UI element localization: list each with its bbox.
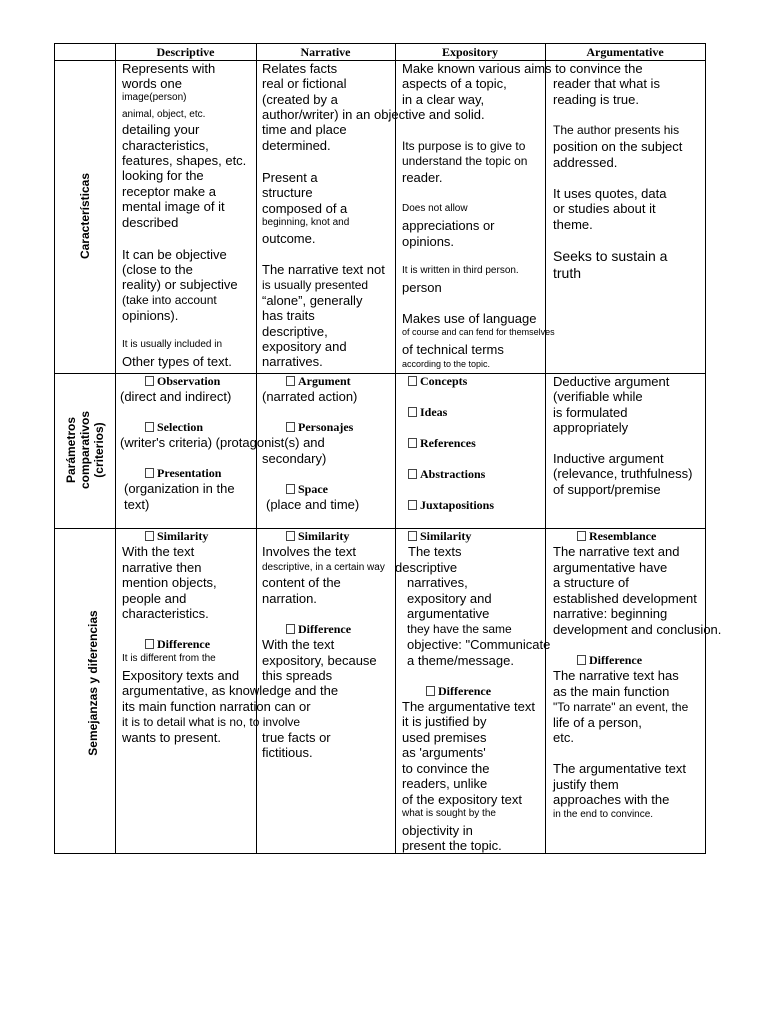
text-line: secondary) <box>262 451 327 466</box>
text-line: It is written in third person. <box>402 265 519 276</box>
text-line: It is different from the <box>122 653 216 664</box>
text-line: Deductive argument <box>553 374 670 389</box>
text-line: (relevance, truthfulness) <box>553 466 693 481</box>
header-narrative: Narrative <box>300 45 351 59</box>
text-line: true facts or <box>262 730 331 745</box>
item-label: Presentation <box>157 466 222 480</box>
text-line: of support/premise <box>553 482 661 497</box>
text-line: Expository texts and <box>122 668 240 683</box>
text-line: etc. <box>553 730 574 745</box>
text-line: It can be objective <box>122 247 227 262</box>
text-line: detailing your <box>122 122 200 137</box>
list-item <box>408 436 476 451</box>
text-line: reader that what is <box>553 76 660 91</box>
text-line: author/writer) in an objective and solid. <box>262 107 485 122</box>
item-label: Similarity <box>298 529 350 543</box>
row-label-parametros-line: Parámetros <box>64 416 78 484</box>
text-line: Represents with <box>122 61 216 76</box>
text-line: The texts <box>408 544 462 559</box>
text-line: mention objects, <box>122 575 217 590</box>
text-line: Make known various aims to convince the <box>402 61 643 76</box>
text-line: its main function narration can or <box>122 699 311 714</box>
text-line: to convince the <box>402 761 490 776</box>
item-label: Ideas <box>420 405 448 419</box>
text-line: (writer's criteria) (protagonist(s) and <box>120 435 325 450</box>
row-label-semejanzas: Semejanzas y diferencias <box>86 610 100 756</box>
list-item <box>145 420 203 435</box>
square-bullet-icon <box>286 531 295 541</box>
list-item <box>577 653 642 668</box>
text-line: is usually presented <box>262 278 369 292</box>
list-item <box>577 529 656 544</box>
item-label: Space <box>298 482 328 496</box>
square-bullet-icon <box>286 624 295 634</box>
text-line: characteristics. <box>122 606 209 621</box>
text-line: narrative then <box>122 560 202 575</box>
text-line: argumentative have <box>553 560 668 575</box>
text-line: people and <box>122 591 187 606</box>
item-label: Juxtapositions <box>420 498 495 512</box>
text-line: (direct and indirect) <box>120 389 232 404</box>
text-line: in the end to convince. <box>553 809 654 820</box>
text-line: this spreads <box>262 668 333 683</box>
text-line: expository and <box>262 339 347 354</box>
list-item <box>145 529 208 544</box>
header-expository: Expository <box>441 45 498 59</box>
text-line: it is justified by <box>402 714 487 729</box>
square-bullet-icon <box>286 376 295 386</box>
square-bullet-icon <box>408 500 417 510</box>
item-label: Argument <box>298 374 351 388</box>
text-line: addressed. <box>553 155 618 170</box>
text-line: fictitious. <box>262 745 313 760</box>
text-line: development and conclusion. <box>553 622 722 637</box>
text-line: Inductive argument <box>553 451 664 466</box>
text-line: expository and <box>407 591 492 606</box>
item-label: Difference <box>298 622 352 636</box>
text-line: descriptive, in a certain way <box>262 562 385 573</box>
header-argumentative: Argumentative <box>586 45 664 59</box>
text-line: content of the <box>262 575 341 590</box>
text-line: outcome. <box>262 231 316 246</box>
text-line: what is sought by the <box>402 808 496 819</box>
header-descriptive: Descriptive <box>156 45 215 59</box>
square-bullet-icon <box>577 655 586 665</box>
text-line: Relates facts <box>262 61 338 76</box>
text-line: (narrated action) <box>262 389 358 404</box>
list-item <box>408 498 494 513</box>
text-line: appropriately <box>553 420 629 435</box>
column-divider <box>395 43 396 853</box>
square-bullet-icon <box>408 469 417 479</box>
column-divider <box>545 43 546 853</box>
text-line: features, shapes, etc. <box>122 153 247 168</box>
list-item <box>408 405 447 420</box>
square-bullet-icon <box>408 407 417 417</box>
item-label: Resemblance <box>589 529 657 543</box>
text-line: has traits <box>262 308 315 323</box>
text-line: determined. <box>262 138 331 153</box>
square-bullet-icon <box>408 531 417 541</box>
list-item <box>145 466 221 481</box>
text-line: expository, because <box>262 653 377 668</box>
text-line: objective: "Communicate <box>407 637 551 652</box>
text-line: wants to present. <box>122 730 221 745</box>
text-line: understand the topic on <box>402 154 528 168</box>
text-line: truth <box>553 265 582 281</box>
text-line: composed of a <box>262 201 348 216</box>
text-line: a structure of <box>553 575 629 590</box>
text-line: animal, object, etc. <box>122 109 206 120</box>
text-line: argumentative <box>407 606 490 621</box>
list-item <box>145 374 220 389</box>
text-line: justify them <box>553 777 619 792</box>
text-line: of technical terms <box>402 342 504 357</box>
list-item <box>286 482 328 497</box>
text-line: according to the topic. <box>402 359 491 369</box>
square-bullet-icon <box>408 376 417 386</box>
square-bullet-icon <box>145 531 154 541</box>
item-label: Concepts <box>420 374 468 388</box>
text-line: real or fictional <box>262 76 347 91</box>
list-item <box>286 622 351 637</box>
text-line: it is to detail what is no, to involve <box>122 715 301 729</box>
text-line: Present a <box>262 170 318 185</box>
item-label: Abstractions <box>420 467 486 481</box>
item-label: Personajes <box>298 420 354 434</box>
text-line: text) <box>124 497 150 512</box>
text-line: descriptive <box>395 560 458 575</box>
text-line: looking for the <box>122 168 204 183</box>
text-line: or studies about it <box>553 201 656 216</box>
text-line: structure <box>262 185 313 200</box>
square-bullet-icon <box>145 422 154 432</box>
list-item <box>286 420 353 435</box>
text-line: mental image of it <box>122 199 225 214</box>
text-line: Its purpose is to give to <box>402 139 526 153</box>
row-label-caracteristicas: Características <box>78 172 92 260</box>
text-line: opinions. <box>402 234 455 249</box>
text-line: descriptive, <box>262 324 328 339</box>
list-item <box>145 637 210 652</box>
row-label-parametros-line: (criterios) <box>92 422 106 478</box>
column-divider <box>115 43 116 853</box>
list-item <box>408 467 485 482</box>
text-line: words one <box>122 76 182 91</box>
text-line: receptor make a <box>122 184 216 199</box>
text-line: they have the same <box>407 622 512 636</box>
item-label: Selection <box>157 420 203 434</box>
text-line: With the text <box>122 544 195 559</box>
text-line: beginning, knot and <box>262 217 350 228</box>
text-line: The narrative text and <box>553 544 680 559</box>
text-line: Seeks to sustain a <box>553 248 668 264</box>
text-line: time and place <box>262 122 347 137</box>
text-line: described <box>122 215 179 230</box>
text-line: The author presents his <box>553 123 680 137</box>
text-line: (created by a <box>262 92 338 107</box>
text-line: narratives, <box>407 575 468 590</box>
text-line: approaches with the <box>553 792 670 807</box>
text-line: The argumentative text <box>402 699 535 714</box>
item-label: Difference <box>589 653 643 667</box>
item-label: Difference <box>438 684 492 698</box>
text-line: narratives. <box>262 354 323 369</box>
text-line: (close to the <box>122 262 193 277</box>
text-line: opinions). <box>122 308 179 323</box>
text-line: (take into account <box>122 293 217 307</box>
text-line: It uses quotes, data <box>553 186 667 201</box>
list-item <box>408 374 467 389</box>
text-line: position on the subject <box>553 139 683 154</box>
square-bullet-icon <box>145 639 154 649</box>
text-line: present the topic. <box>402 838 502 853</box>
text-line: (place and time) <box>266 497 360 512</box>
text-line: a theme/message. <box>407 653 514 668</box>
text-line: The argumentative text <box>553 761 686 776</box>
text-line: Involves the text <box>262 544 356 559</box>
text-line: aspects of a topic, <box>402 76 507 91</box>
text-line: person <box>402 280 442 295</box>
text-line: used premises <box>402 730 487 745</box>
text-line: It is usually included in <box>122 339 223 350</box>
text-line: image(person) <box>122 92 187 103</box>
text-line: of the expository text <box>402 792 522 807</box>
text-line: narrative: beginning <box>553 606 668 621</box>
item-label: Difference <box>157 637 211 651</box>
text-line: narration. <box>262 591 317 606</box>
text-line: readers, unlike <box>402 776 488 791</box>
list-item <box>286 374 351 389</box>
text-line: established development <box>553 591 697 606</box>
list-item <box>426 684 491 699</box>
text-line: The narrative text has <box>553 668 679 683</box>
text-line: is formulated <box>553 405 628 420</box>
square-bullet-icon <box>145 468 154 478</box>
square-bullet-icon <box>145 376 154 386</box>
text-line: life of a person, <box>553 715 642 730</box>
text-line: reader. <box>402 170 443 185</box>
text-line: in a clear way, <box>402 92 485 107</box>
square-bullet-icon <box>577 531 586 541</box>
text-line: as 'arguments' <box>402 745 486 760</box>
text-line: (organization in the <box>124 481 235 496</box>
list-item <box>408 529 471 544</box>
item-label: Observation <box>157 374 221 388</box>
text-line: With the text <box>262 637 335 652</box>
text-line: “alone”, generally <box>262 293 363 308</box>
text-line: (verifiable while <box>553 389 643 404</box>
text-line: argumentative, as knowledge and the <box>122 683 339 698</box>
item-label: References <box>420 436 476 450</box>
text-line: characteristics, <box>122 138 209 153</box>
text-line: theme. <box>553 217 593 232</box>
text-line: "To narrate" an event, the <box>553 700 689 714</box>
text-line: Makes use of language <box>402 311 537 326</box>
row-label-parametros <box>64 400 106 500</box>
text-line: Does not allow <box>402 203 468 214</box>
text-line: The narrative text not <box>262 262 385 277</box>
text-line: as the main function <box>553 684 670 699</box>
text-line: objectivity in <box>402 823 473 838</box>
list-item <box>286 529 349 544</box>
text-line: Other types of text. <box>122 354 232 369</box>
square-bullet-icon <box>426 686 435 696</box>
square-bullet-icon <box>286 484 295 494</box>
item-label: Similarity <box>157 529 209 543</box>
row-label-parametros-line: comparativos <box>78 410 92 490</box>
square-bullet-icon <box>286 422 295 432</box>
square-bullet-icon <box>408 438 417 448</box>
text-line: of course and can fend for themselves <box>402 327 555 337</box>
text-line: reality) or subjective <box>122 277 238 292</box>
item-label: Similarity <box>420 529 472 543</box>
text-line: appreciations or <box>402 218 495 233</box>
text-line: reading is true. <box>553 92 639 107</box>
